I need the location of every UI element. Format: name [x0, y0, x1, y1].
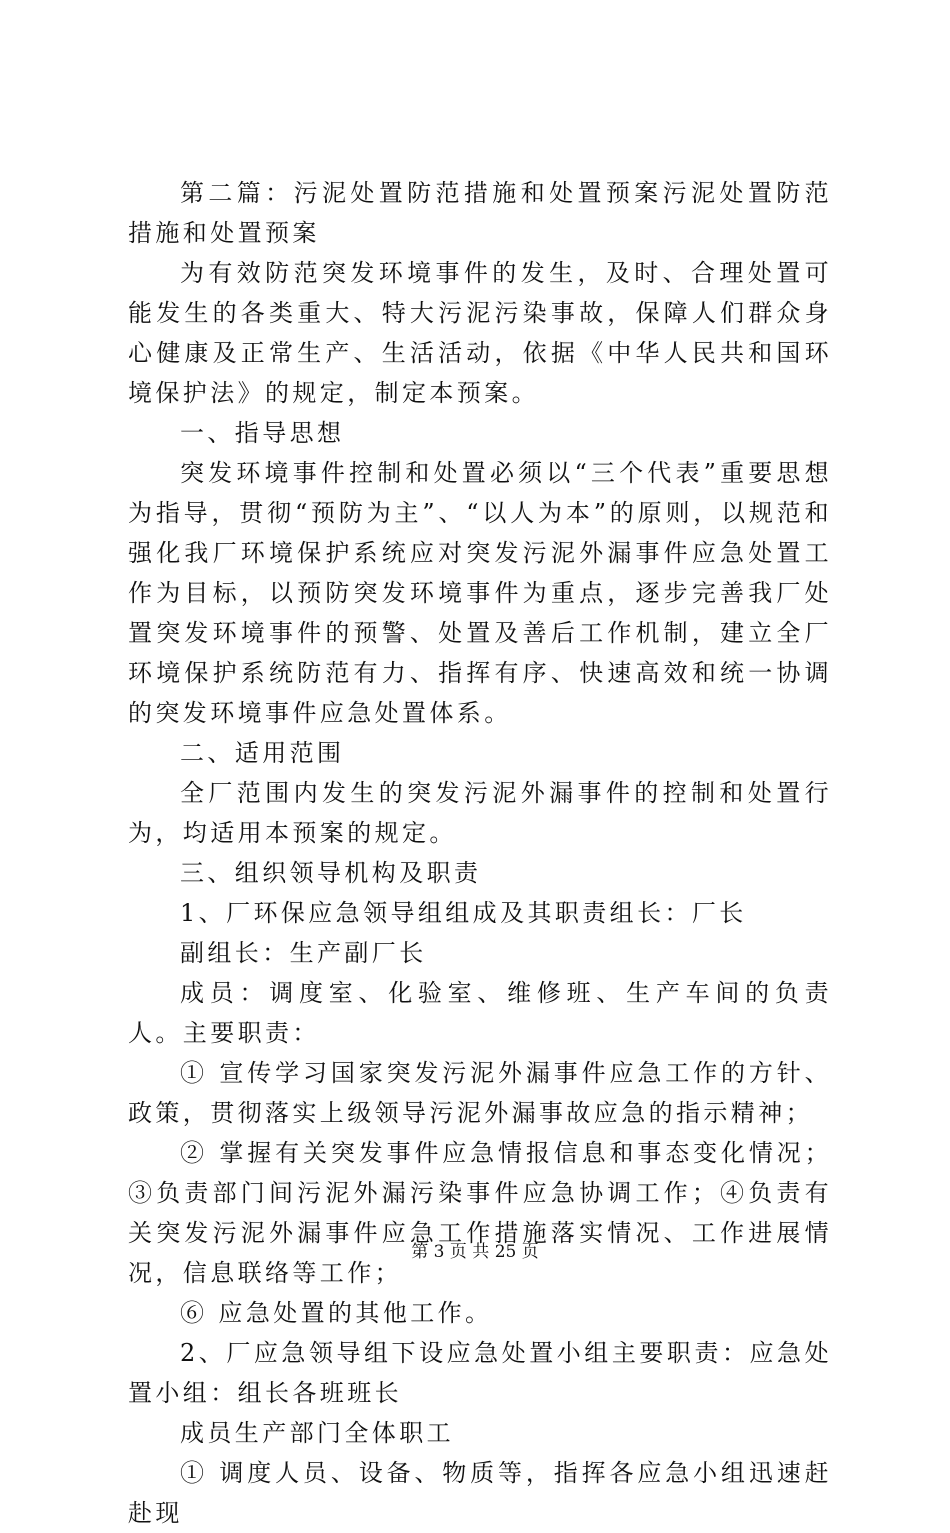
- page-footer: 第 3 页 共 25 页: [411, 1242, 539, 1262]
- duty-item-1: ① 宣传学习国家突发污泥外漏事件应急工作的方针、政策，贯彻落实上级领导污泥外漏事故应急的指示精神；: [128, 1059, 832, 1127]
- response-duty-item-1: ① 调度人员、设备、物质等，指挥各应急小组迅速赶赴现: [128, 1459, 832, 1527]
- duty-item-6: ⑥ 应急处置的其他工作。: [180, 1299, 493, 1327]
- scope-paragraph: 全厂范围内发生的突发污泥外漏事件的控制和处置行为，均适用本预案的规定。: [128, 779, 832, 847]
- intro-paragraph: 为有效防范突发环境事件的发生，及时、合理处置可能发生的各类重大、特大污泥污染事故，保障人们群众身心健康及正常生产、生活活动，依据《中华人民共和国环境保护法》的规定，制定本预案。: [128, 259, 832, 407]
- document-body: [128, 173, 832, 1533]
- members-duties-line: 成员：调度室、化验室、维修班、生产车间的负责人。主要职责：: [128, 979, 832, 1047]
- guiding-ideology-paragraph: 突发环境事件控制和处置必须以“三个代表”重要思想为指导，贯彻“预防为主”、“以人为本”的原则，以规范和强化我厂环境保护系统应对突发污泥外漏事件应急处置工作为目标，以预防突发环境事件为重点，逐步完善我厂处置突发环境事件的预警、处置及善后工作机制，建立全厂环境保护系统防范有力、指挥有序、快速高效和统一协调的突发环境事件应急处置体系。: [128, 459, 832, 727]
- deputy-leader-line: 副组长：生产副厂长: [180, 939, 427, 967]
- document-title: 第二篇：污泥处置防范措施和处置预案污泥处置防范措施和处置预案: [128, 179, 832, 247]
- response-team-members-line: 成员生产部门全体职工: [180, 1419, 454, 1447]
- section-heading-organization: 三、组织领导机构及职责: [180, 859, 482, 887]
- section-heading-guiding-ideology: 一、指导思想: [180, 419, 345, 447]
- section-heading-scope: 二、适用范围: [180, 739, 345, 767]
- duty-item-2-4: ② 掌握有关突发事件应急情报信息和事态变化情况；③负责部门间污泥外漏污染事件应急协调工作；④负责有关突发污泥外漏事件应急工作措施落实情况、工作进展情况，信息联络等工作；: [128, 1139, 832, 1287]
- response-team-line: 2、厂应急领导组下设应急处置小组主要职责：应急处置小组：组长各班班长: [128, 1339, 832, 1407]
- leadership-group-line: 1、厂环保应急领导组组成及其职责组长：厂长: [180, 899, 747, 927]
